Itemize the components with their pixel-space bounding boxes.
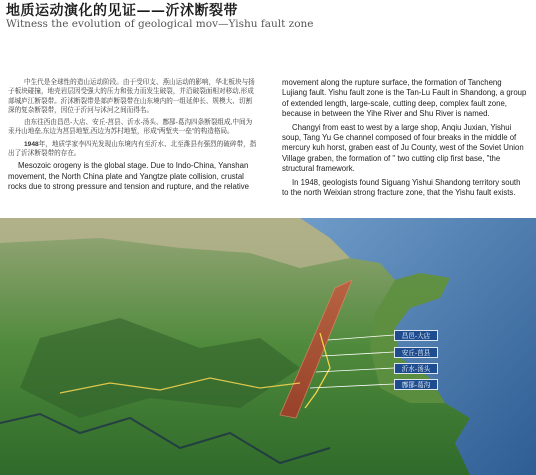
paragraph-en-3: Changyi from east to west by a large shop, Anqiu Juxian, Yishui soup, Tang Yu Ge channel composed of four breaks in the middle of mercury kuh horst, graben east of Ju County, west of the Soviet Union Village graben, the formation of " two cutting clip first base, "the structural framework. (282, 122, 524, 174)
legend-label-tangwu-gegou: 鄌郚-葛沟 (394, 379, 438, 390)
paragraph-en-4: In 1948, geologists found Siguang Yishui Shandong territory south to the north Weixian strong fracture zone, that the Yishu fault exists. (282, 177, 521, 198)
paragraph-zh-1: 中生代是全球性的造山运动阶段。由于受印支、燕山运动的影响，华北板块与扬子板块碰撞，地壳岩层因受强大的压力和张力而发生破裂，并沿破裂面相对移动,形成郯城庐江断裂带。沂沭断裂带是郯庐断裂带在山东境内的一组延伸长、规模大、切割深的复杂断裂带，因位于沂河与沭河之间而得名。 (8, 79, 255, 114)
paragraph-zh-2: 由东往西由昌邑-大店、安丘-莒县、沂水-汤头、鄌郚-葛沟四条断裂组成,中间为汞丹山地垒,东边为莒县地堑,西边为苏村地堑，形成“两堑夹一垒”的构造格局。 (8, 119, 253, 136)
paragraph-en-1: Mesozoic orogeny is the global stage. Due to Indo-China, Yanshan movement, the North China plate and Yangtze plate collision, crustal rocks due to strong pressure and tension and rupture, and the relative (8, 161, 249, 192)
page-title-en: Witness the evolution of geological mov—Yishu fault zone (6, 18, 314, 30)
paragraph-zh-3 (8, 140, 258, 159)
page-title-zh: 地质运动演化的见证——沂沭断裂带 (6, 3, 238, 19)
legend-label-anqiu-juxian: 安丘-莒县 (394, 347, 438, 358)
paragraph-zh-3-text: 年，地质学家李四光发现山东境内有至沂水、北至潍县有强烈的破碎带，指出了沂沭断裂带的存在。 (8, 140, 257, 158)
text-column-right (282, 78, 528, 201)
legend-label-changyi-dadian: 昌邑-大店 (394, 330, 438, 341)
map-graphic (0, 218, 536, 475)
satellite-map (0, 218, 536, 475)
paragraph-en-2: movement along the rupture surface, the formation of Tancheng Lujiang fault. Yishu fault zone is the Tan-Lu Fault in Shandong, a group of extended length, large-scale, cutting deep, complex fault zone, because in between the Yihe River and Shu River is named. (282, 78, 527, 119)
year-1948: 1948 (24, 140, 39, 148)
text-column-left (8, 78, 258, 196)
legend-label-yishui-tangtou: 沂水-汤头 (394, 363, 438, 374)
